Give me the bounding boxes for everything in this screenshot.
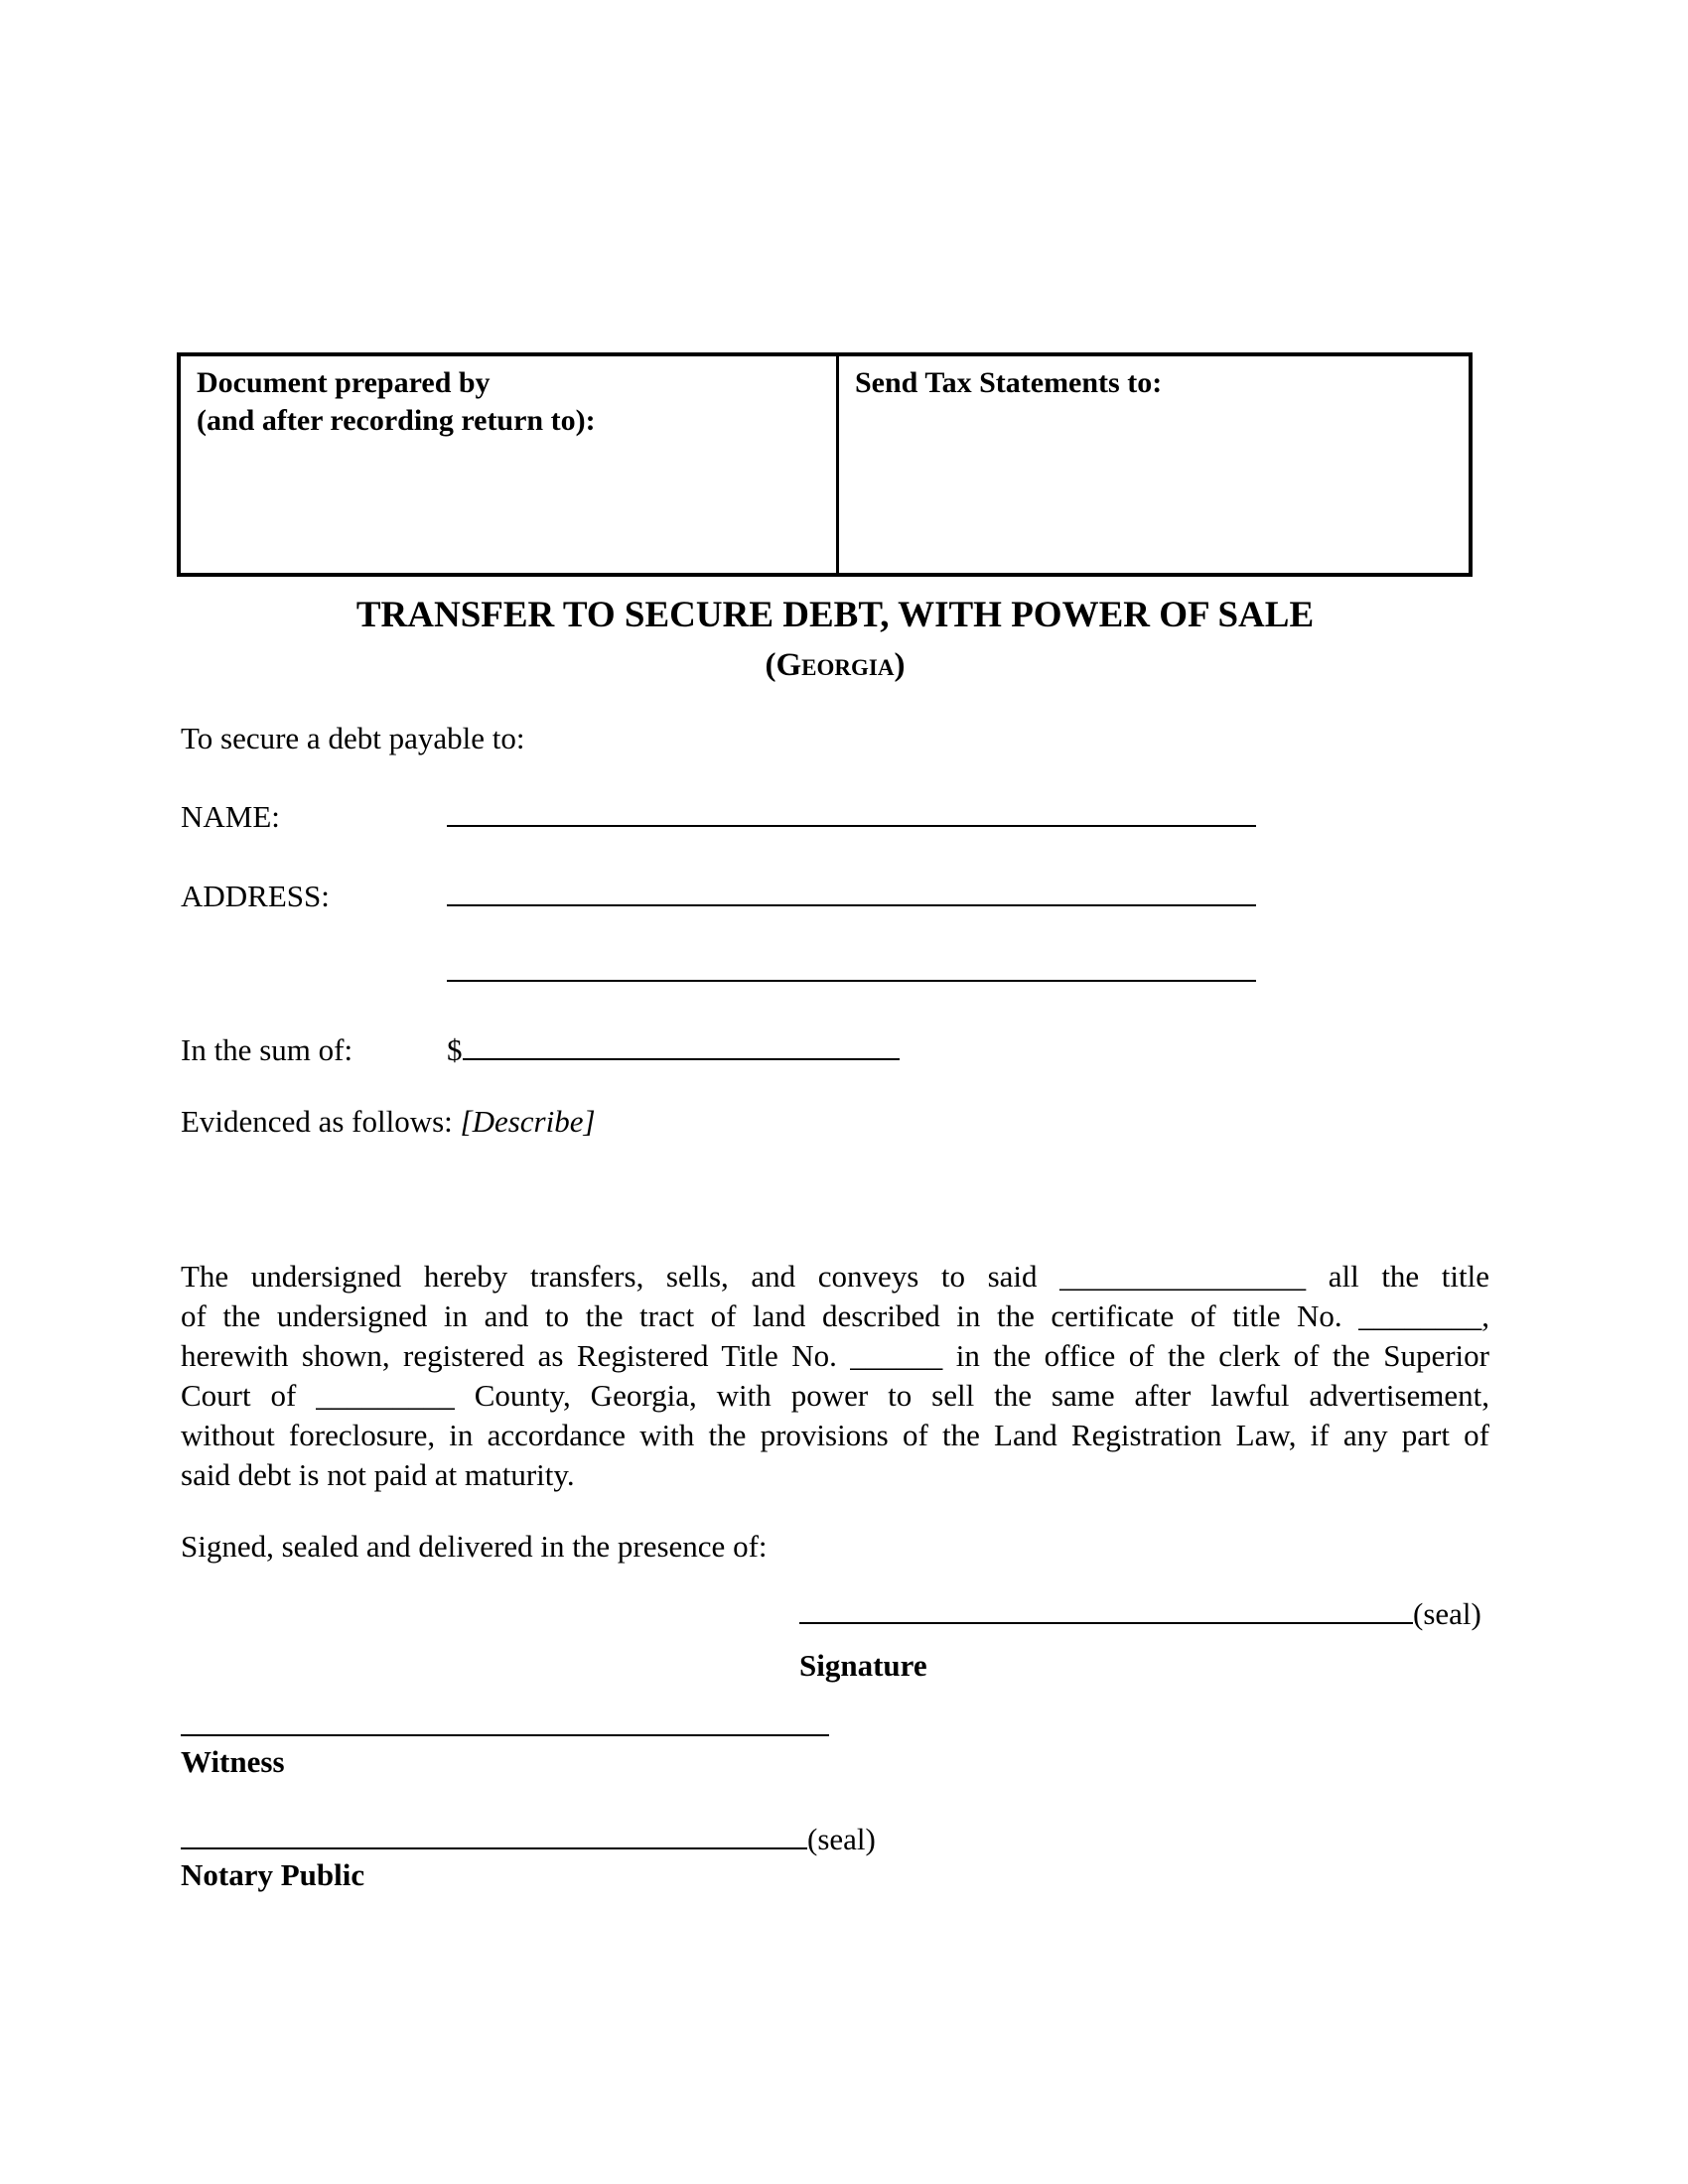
document-subtitle-state: (Georgia) [765,647,906,683]
evidenced-placeholder[interactable]: [Describe] [460,1104,596,1139]
notary-fill-line[interactable] [181,1818,807,1849]
signature-line-row [799,1592,1481,1634]
witness-fill-line[interactable] [181,1705,829,1736]
sum-label: In the sum of: [181,1032,353,1067]
witness-label: Witness [181,1744,285,1779]
paragraph-line: without foreclosure, in accordance with the provisions of the Land Registration Law, if any part of [181,1418,1489,1452]
notary-seal-label: (seal) [807,1822,876,1856]
notary-label: Notary Public [181,1857,365,1892]
prepared-by-line1: Document prepared by [197,366,491,399]
paragraph-line: Court of _________ County, Georgia, with power to sell the same after lawful advertisement, [181,1378,1489,1413]
document-title: TRANSFER TO SECURE DEBT, WITH POWER OF SALE [355,595,1315,635]
prepared-by-cell [181,356,839,573]
paragraph-line: of the undersigned in and to the tract of land described in the certificate of title No. ________, [181,1298,1489,1333]
address-field-row-2 [181,950,1256,992]
signature-fill-line[interactable] [799,1592,1413,1624]
send-tax-cell [839,356,1469,573]
sum-field-row [181,1028,900,1070]
signature-seal-label: (seal) [1413,1596,1481,1631]
transfer-clause-paragraph [181,1257,1489,1495]
address-fill-line-2[interactable] [447,950,1256,982]
evidenced-row [181,1102,596,1142]
sum-fill-line[interactable] [463,1028,900,1060]
notary-line-row [181,1818,876,1859]
address-label: ADDRESS: [181,879,330,913]
name-field-row [181,795,1256,837]
evidenced-label: Evidenced as follows: [181,1104,453,1139]
currency-symbol: $ [447,1032,463,1067]
signature-label: Signature [799,1648,927,1683]
recording-info-box [177,352,1473,577]
address-fill-line-1[interactable] [447,875,1256,906]
send-tax-label: Send Tax Statements to: [855,366,1163,399]
name-label: NAME: [181,799,280,834]
prepared-by-line2: (and after recording return to): [197,404,596,437]
address-field-row [181,875,1256,916]
paragraph-line: said debt is not paid at maturity. [181,1457,575,1492]
name-fill-line[interactable] [447,795,1256,827]
intro-line: To secure a debt payable to: [181,721,525,755]
presence-line: Signed, sealed and delivered in the presence of: [181,1529,768,1564]
paragraph-line: herewith shown, registered as Registered Title No. ______ in the office of the clerk of the Superior [181,1338,1489,1373]
paragraph-line: The undersigned hereby transfers, sells, and conveys to said ________________ all the title [181,1259,1489,1294]
witness-line-row [181,1705,829,1746]
